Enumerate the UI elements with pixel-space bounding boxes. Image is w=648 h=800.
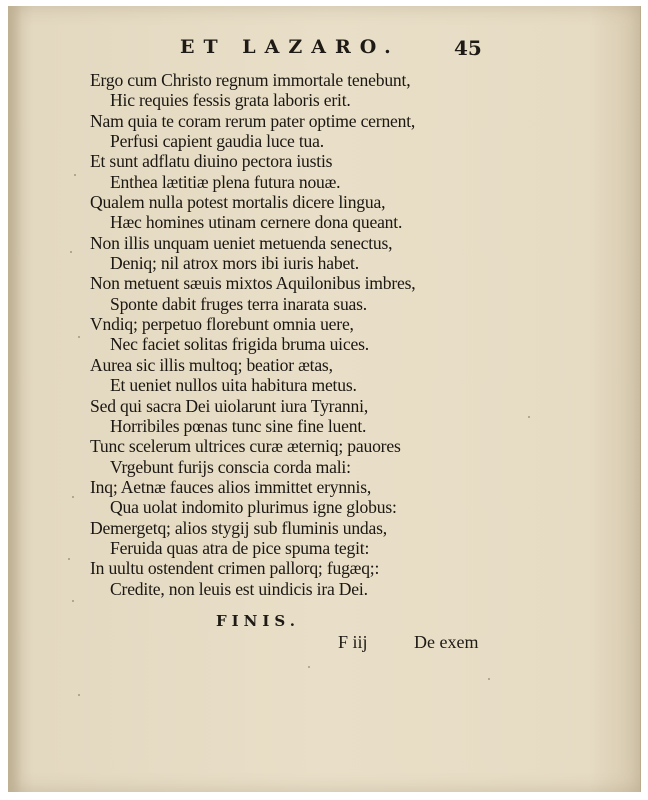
verse-line: Sponte dabit fruges terra inarata suas. [110, 293, 367, 314]
verse-line: Horribiles pœnas tunc sine fine luent. [110, 415, 367, 436]
verse-line: Deniq; nil atrox mors ibi iuris habet. [110, 253, 359, 274]
poem-verses [90, 70, 560, 599]
folio-number: 45 [454, 36, 482, 60]
verse-line: Hic requies fessis grata laboris erit. [110, 90, 351, 111]
verse-line: Non metuent sæuis mixtos Aquilonibus imbres, [90, 273, 416, 294]
verse-line: Non illis unquam ueniet metuenda senectus, [90, 232, 393, 253]
verse-line: Sed qui sacra Dei uiolarunt iura Tyranni, [90, 395, 369, 416]
verse-line: Nec faciet solitas frigida bruma uices. [110, 334, 369, 355]
verse-line: In uultu ostendent crimen pallorq; fugæq;: [90, 558, 380, 579]
signature-mark: F iij [338, 632, 368, 652]
verse-line: Qua uolat indomito plurimus igne globus: [110, 497, 397, 518]
page-header [8, 34, 640, 64]
verse-line: Perfusi capient gaudia luce tua. [110, 131, 324, 152]
page-gutter [8, 6, 22, 792]
finis-mark: FINIS. [216, 612, 300, 630]
verse-line: Inq; Aetnæ fauces alios immittet erynnis, [90, 476, 372, 497]
catchword: De exem [414, 632, 479, 652]
verse-line: Credite, non leuis est uindicis ira Dei. [110, 578, 368, 599]
verse-line: Nam quia te coram rerum pater optime cernent, [90, 110, 416, 131]
verse-line: Hæc homines utinam cernere dona queant. [110, 212, 403, 233]
running-title: ET LAZARO. [180, 36, 400, 58]
verse-line: Aurea sic illis multoq; beatior ætas, [90, 354, 333, 375]
verse-line: Enthea lætitiæ plena futura nouæ. [110, 171, 341, 192]
verse-line: Tunc scelerum ultrices curæ æterniq; pauores [90, 436, 401, 457]
book-page [8, 6, 641, 792]
verse-line: Feruida quas atra de pice spuma tegit: [110, 537, 370, 558]
verse-line: Et sunt adflatu diuino pectora iustis [90, 151, 333, 172]
verse-line: Qualem nulla potest mortalis dicere lingua, [90, 192, 386, 213]
verse-line: Et ueniet nullos uita habitura metus. [110, 375, 357, 396]
verse-line: Demergetq; alios stygij sub fluminis undas, [90, 517, 387, 538]
verse-line: Vrgebunt furijs conscia corda mali: [110, 456, 351, 477]
verse-line: Vndiq; perpetuo florebunt omnia uere, [90, 314, 354, 335]
verse-line: Ergo cum Christo regnum immortale tenebunt, [90, 70, 411, 90]
